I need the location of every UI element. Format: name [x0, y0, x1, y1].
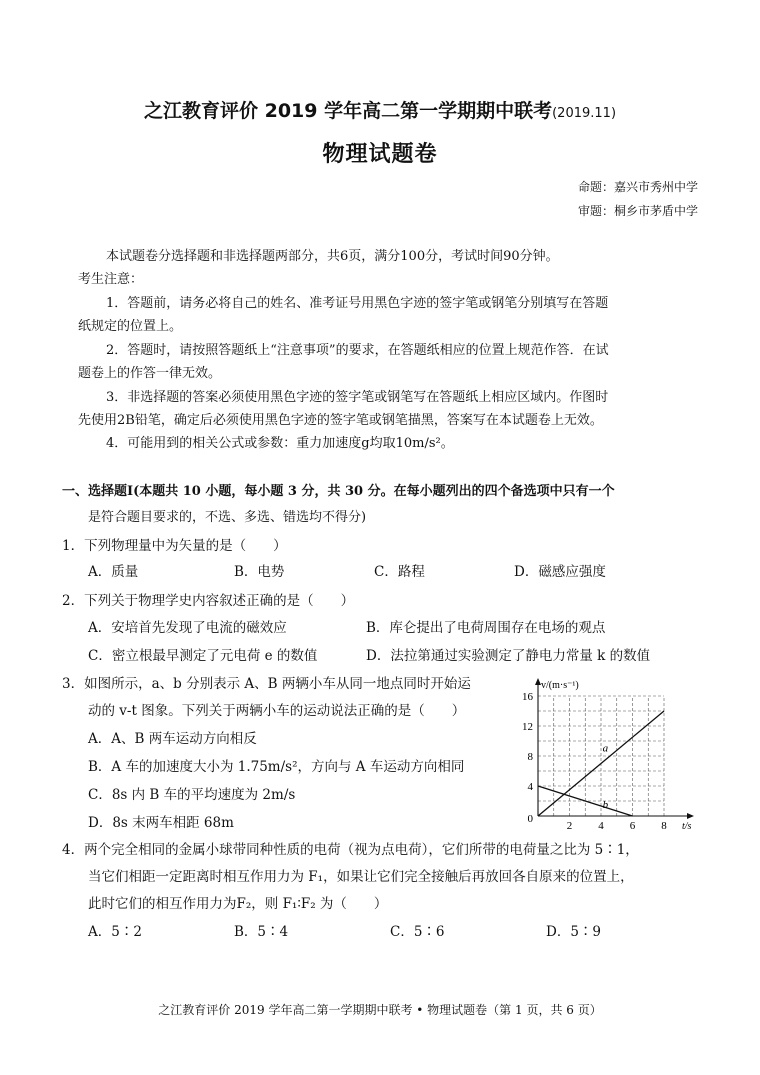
y-tick-label: 8 — [527, 751, 533, 763]
notice-line: 3．非选择题的答案必须使用黑色字迹的签字笔或钢笔写在答题纸上相应区域内。作图时 — [106, 390, 609, 405]
section-heading: 一、选择题Ⅰ(本题共 10 小题，每小题 3 分，共 30 分。在每小题列出的四个备选项中只有一个 — [62, 484, 615, 499]
y-tick-label: 4 — [527, 781, 533, 793]
author-line-1: 命题：嘉兴市秀州中学 — [577, 180, 698, 194]
notice-line: 4．可能用到的相关公式或参数：重力加速度g均取10m/s²。 — [106, 436, 454, 451]
q3-option-b: B．A 车的加速度大小为 1.75m/s²，方向与 A 车运动方向相同 — [88, 759, 465, 775]
x-tick-label: 4 — [598, 820, 604, 832]
question-2-stem: 2．下列关于物理学史内容叙述正确的是（ ） — [62, 593, 355, 609]
q2-option-c: C．密立根最早测定了元电荷 e 的数值 — [88, 648, 318, 664]
intro-summary: 本试题卷分选择题和非选择题两部分，共6页，满分100分，考试时间90分钟。 — [106, 249, 559, 264]
x-tick-label: 8 — [661, 820, 667, 832]
q3-option-a: A．A、B 两车运动方向相反 — [88, 731, 257, 747]
q1-option-d: D．磁感应强度 — [514, 564, 606, 580]
exam-date: (2019.11) — [552, 106, 617, 121]
x-tick-label: 6 — [629, 820, 636, 832]
q3-option-c: C．8s 内 B 车的平均速度为 2m/s — [88, 787, 296, 803]
question-4-stem-cont2: 此时它们的相互作用力为F₂，则 F₁∶F₂ 为（ ） — [88, 896, 388, 912]
question-3-stem-cont: 动的 v-t 图象。下列关于两辆小车的运动说法正确的是（ ） — [88, 703, 466, 719]
question-4-stem: 4．两个完全相同的金属小球带同种性质的电荷（视为点电荷），它们所带的电荷量之比为 5∶1， — [62, 842, 639, 858]
q2-option-d: D．法拉第通过实验测定了静电力常量 k 的数值 — [366, 648, 651, 664]
notice-line: 1．答题前，请务必将自己的姓名、准考证号用黑色字迹的签字笔或钢笔分别填写在答题 — [106, 296, 609, 311]
page-footer: 之江教育评价 2019 学年高二第一学期期中联考 • 物理试题卷（第 1 页，共 6 页） — [158, 1003, 602, 1017]
x-axis-arrow — [687, 813, 694, 819]
q1-option-a: A．质量 — [88, 564, 139, 580]
question-4-stem-cont: 当它们相距一定距离时相互作用力为 F₁，如果让它们完全接触后再放回各自原来的位置上， — [88, 869, 634, 885]
q4-option-a: A．5∶2 — [88, 924, 142, 940]
q3-option-d: D．8s 末两车相距 68m — [88, 815, 234, 831]
exam-subtitle: 物理试题卷 — [322, 142, 438, 167]
notice-line: 纸规定的位置上。 — [78, 319, 183, 334]
q2-option-a: A．安培首先发现了电流的磁效应 — [88, 620, 287, 636]
origin-label: 0 — [527, 813, 533, 825]
notice-line: 题卷上的作答一律无效。 — [78, 366, 222, 381]
q4-option-c: C．5∶6 — [390, 924, 445, 940]
notice-line: 先使用2B铅笔，确定后必须使用黑色字迹的签字笔或钢笔描黑，答案写在本试题卷上无效。 — [78, 413, 603, 428]
vt-graph — [510, 672, 710, 832]
exam-title — [0, 96, 760, 123]
q4-option-d: D．5∶9 — [546, 924, 602, 940]
series-label-b: b — [602, 798, 609, 811]
x-tick-label: 2 — [566, 820, 573, 832]
section-heading-cont: 是符合题目要求的，不选、多选、错选均不得分) — [88, 510, 367, 525]
series-label-a: a — [602, 742, 609, 755]
question-1-stem: 1．下列物理量中为矢量的是（ ） — [62, 538, 287, 554]
notice-title: 考生注意： — [78, 272, 144, 287]
author-line-2: 审题：桐乡市茅盾中学 — [577, 204, 698, 218]
y-axis-label: v/(m·s⁻¹) — [541, 680, 579, 691]
q1-option-c: C．路程 — [374, 564, 425, 580]
q4-option-b: B．5∶4 — [234, 924, 289, 940]
question-3-stem: 3．如图所示，a、b 分别表示 A、B 两辆小车从同一地点同时开始运 — [62, 676, 471, 692]
y-tick-label: 16 — [522, 691, 533, 703]
y-tick-label: 12 — [522, 721, 533, 733]
exam-title-text: 之江教育评价 2019 学年高二第一学期期中联考 — [143, 100, 553, 122]
q1-option-b: B．电势 — [234, 564, 285, 580]
x-axis-label: t/s — [682, 821, 692, 832]
notice-line: 2．答题时，请按照答题纸上“注意事项”的要求，在答题纸相应的位置上规范作答．在试 — [106, 343, 609, 358]
q2-option-b: B．库仑提出了电荷周围存在电场的观点 — [366, 620, 606, 636]
